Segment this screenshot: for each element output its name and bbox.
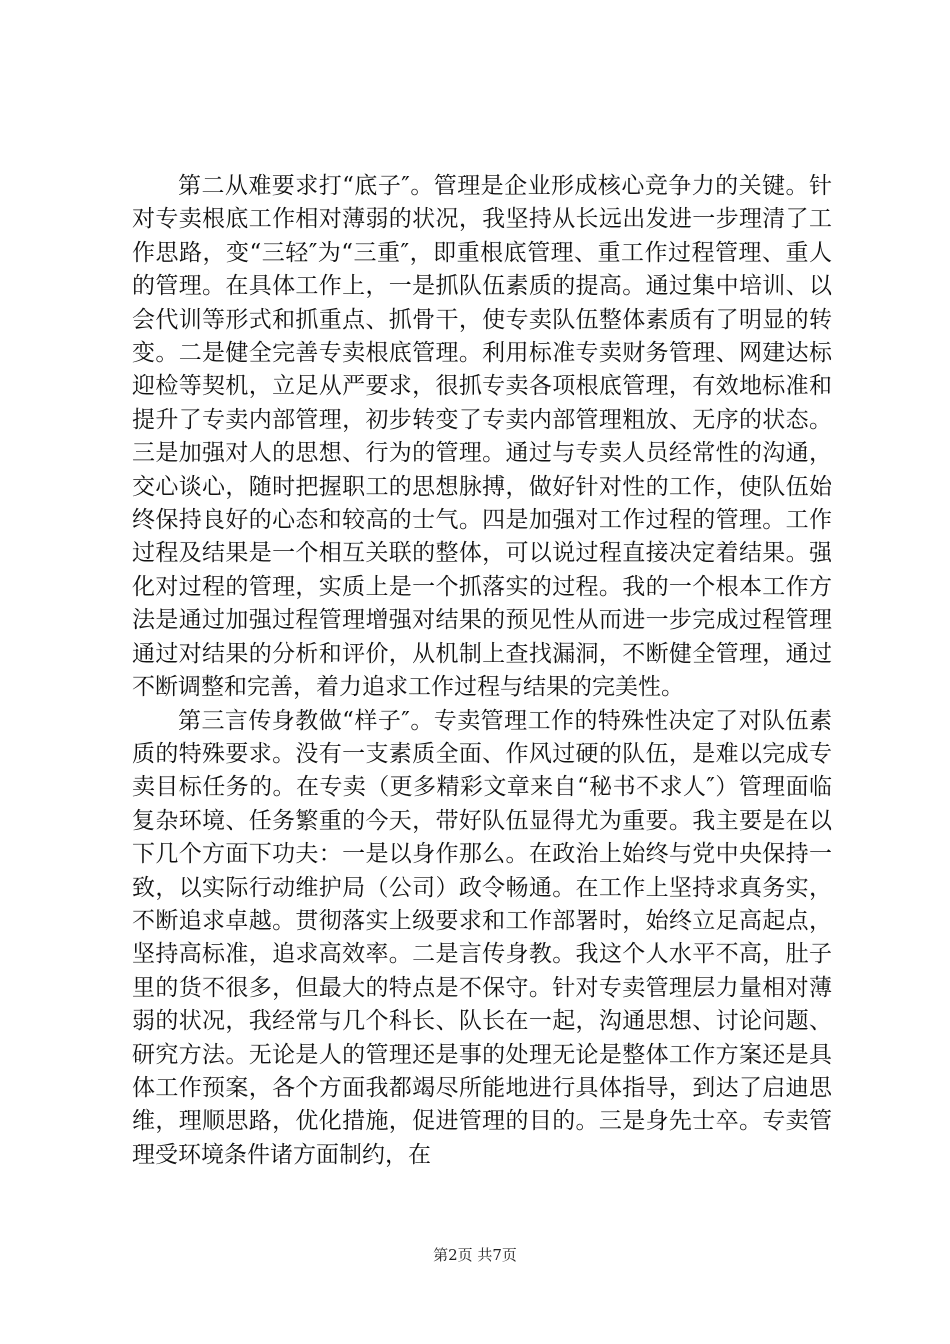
document-body xyxy=(132,170,832,1172)
paragraph-second-point: 第二从难要求打“底子″。管理是企业形成核心竞争力的关键。针对专卖根底工作相对薄弱的状况，我坚持从长远出发进一步理清了工作思路，变“三轻″为“三重″，即重根底管理、重工作过程管理、重人的管理。在具体工作上，一是抓队伍素质的提高。通过集中培训、以会代训等形式和抓重点、抓骨干，使专卖队伍整体素质有了明显的转变。二是健全完善专卖根底管理。利用标准专卖财务管理、网建达标迎检等契机，立足从严要求，很抓专卖各项根底管理，有效地标准和提升了专卖内部管理，初步转变了专卖内部管理粗放、无序的状态。三是加强对人的思想、行为的管理。通过与专卖人员经常性的沟通，交心谈心，随时把握职工的思想脉搏，做好针对性的工作，使队伍始终保持良好的心态和较高的士气。四是加强对工作过程的管理。工作过程及结果是一个相互关联的整体，可以说过程直接决定着结果。强化对过程的管理，实质上是一个抓落实的过程。我的一个根本工作方法是通过加强过程管理增强对结果的预见性从而进一步完成过程管理通过对结果的分析和评价，从机制上查找漏洞，不断健全管理，通过不断调整和完善，着力追求工作过程与结果的完美性。 xyxy=(132,173,832,701)
page-number-footer: 第2页 共7页 xyxy=(433,1246,517,1264)
paragraph-third-point: 第三言传身教做“样子″。专卖管理工作的特殊性决定了对队伍素质的特殊要求。没有一支素质全面、作风过硬的队伍，是难以完成专卖目标任务的。在专卖（更多精彩文章来自“秘书不求人″）管理面临复杂环境、任务繁重的今天，带好队伍显得尤为重要。我主要是在以下几个方面下功夫：一是以身作那么。在政治上始终与党中央保持一致，以实际行动维护局（公司）政令畅通。在工作上坚持求真务实，不断追求卓越。贯彻落实上级要求和工作部署时，始终立足高起点，坚持高标准，追求高效率。二是言传身教。我这个人水平不高，肚子里的货不很多，但最大的特点是不保守。针对专卖管理层力量相对薄弱的状况，我经常与几个科长、队长在一起，沟通思想、讨论问题、研究方法。无论是人的管理还是事的处理无论是整体工作方案还是具体工作预案，各个方面我都竭尽所能地进行具体指导，到达了启迪思维，理顺思路，优化措施，促进管理的目的。三是身先士卒。专卖管理受环境条件诸方面制约，在 xyxy=(132,707,832,1168)
